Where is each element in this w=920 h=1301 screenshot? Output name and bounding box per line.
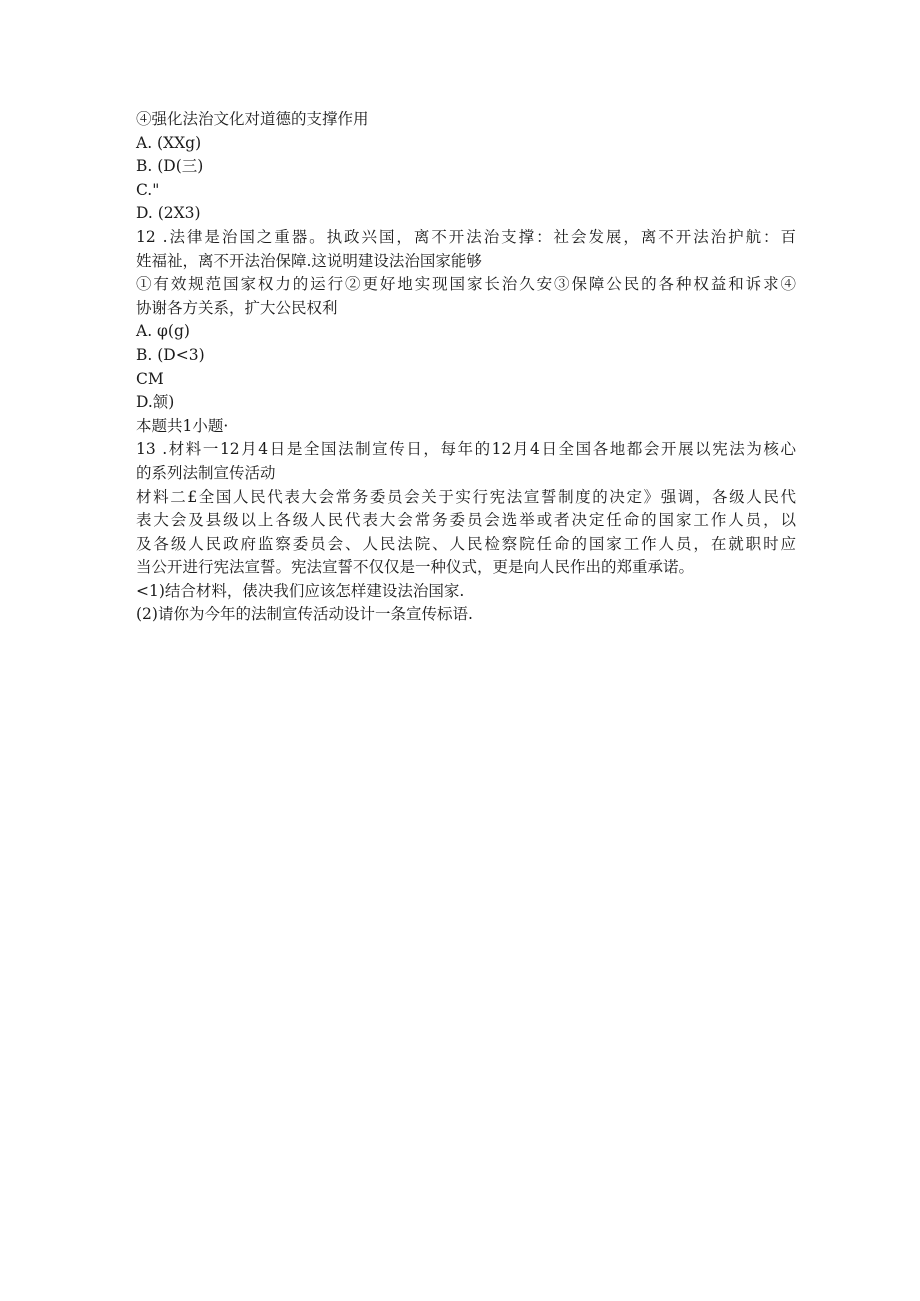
question-13-material-1-line-2: 的系列法制宣传活动 xyxy=(136,463,276,482)
question-12-option-d: D.颔) xyxy=(136,393,175,412)
question-12-statements-line-2: 协谢各方关系，扩大公民权利 xyxy=(136,298,338,317)
question-13-material-2-line-3: 及各级人民政府监察委员会、人民法院、人民检察院任命的国家工作人员，在就职时应 xyxy=(136,534,796,553)
text-line-1: ④强化法治文化对道德的支撑作用 xyxy=(136,110,369,128)
question-12-option-a: A. φ(g) xyxy=(136,322,190,341)
question-12-line-2: 姓福祉，离不开法治保障.这说明建设法治国家能够 xyxy=(136,251,482,270)
question-13-subquestion-2: (2)请你为今年的法制宣传活动设计一条宣传标语. xyxy=(136,605,473,624)
option-c-line: C." xyxy=(136,180,160,199)
question-13-material-2-line-4: 当公开进行宪法宣誓。宪法宣誓不仅仅是一种仪式，更是向人民作出的郑重承诺。 xyxy=(136,558,695,577)
document-page xyxy=(136,108,796,627)
question-12-statements-line-1: ①有效规范国家权力的运行②更好地实现国家长治久安③保障公民的各种权益和诉求④ xyxy=(136,275,796,294)
question-13-subquestion-1: <1)结合材料，俵决我们应该怎样建设法治国家. xyxy=(136,581,465,600)
question-12-option-b: B. (D<3) xyxy=(136,345,205,364)
question-13-material-2-line-1: 材料二£全国人民代表大会常务委员会关于实行宪法宣誓制度的决定》强调，各级人民代 xyxy=(136,487,796,506)
question-13-material-2-line-2: 表大会及县级以上各级人民代表大会常务委员会选举或者决定任命的国家工作人员，以 xyxy=(136,511,796,530)
option-a-line: A. (XXg) xyxy=(136,133,202,152)
question-12-option-c: CM xyxy=(136,369,164,388)
question-12-line-1: 12 .法律是治国之重器。执政兴国，离不开法治支撑：社会发展，离不开法治护航：百 xyxy=(136,227,796,246)
option-b-line: B. (D(三) xyxy=(136,157,204,176)
option-d-line: D. (2X3) xyxy=(136,204,201,223)
section-heading: 本题共1小题· xyxy=(136,416,229,435)
question-13-material-1-line-1: 13 .材料一12月4日是全国法制宣传日，每年的12月4日全国各地都会开展以宪法为核心 xyxy=(136,440,796,459)
